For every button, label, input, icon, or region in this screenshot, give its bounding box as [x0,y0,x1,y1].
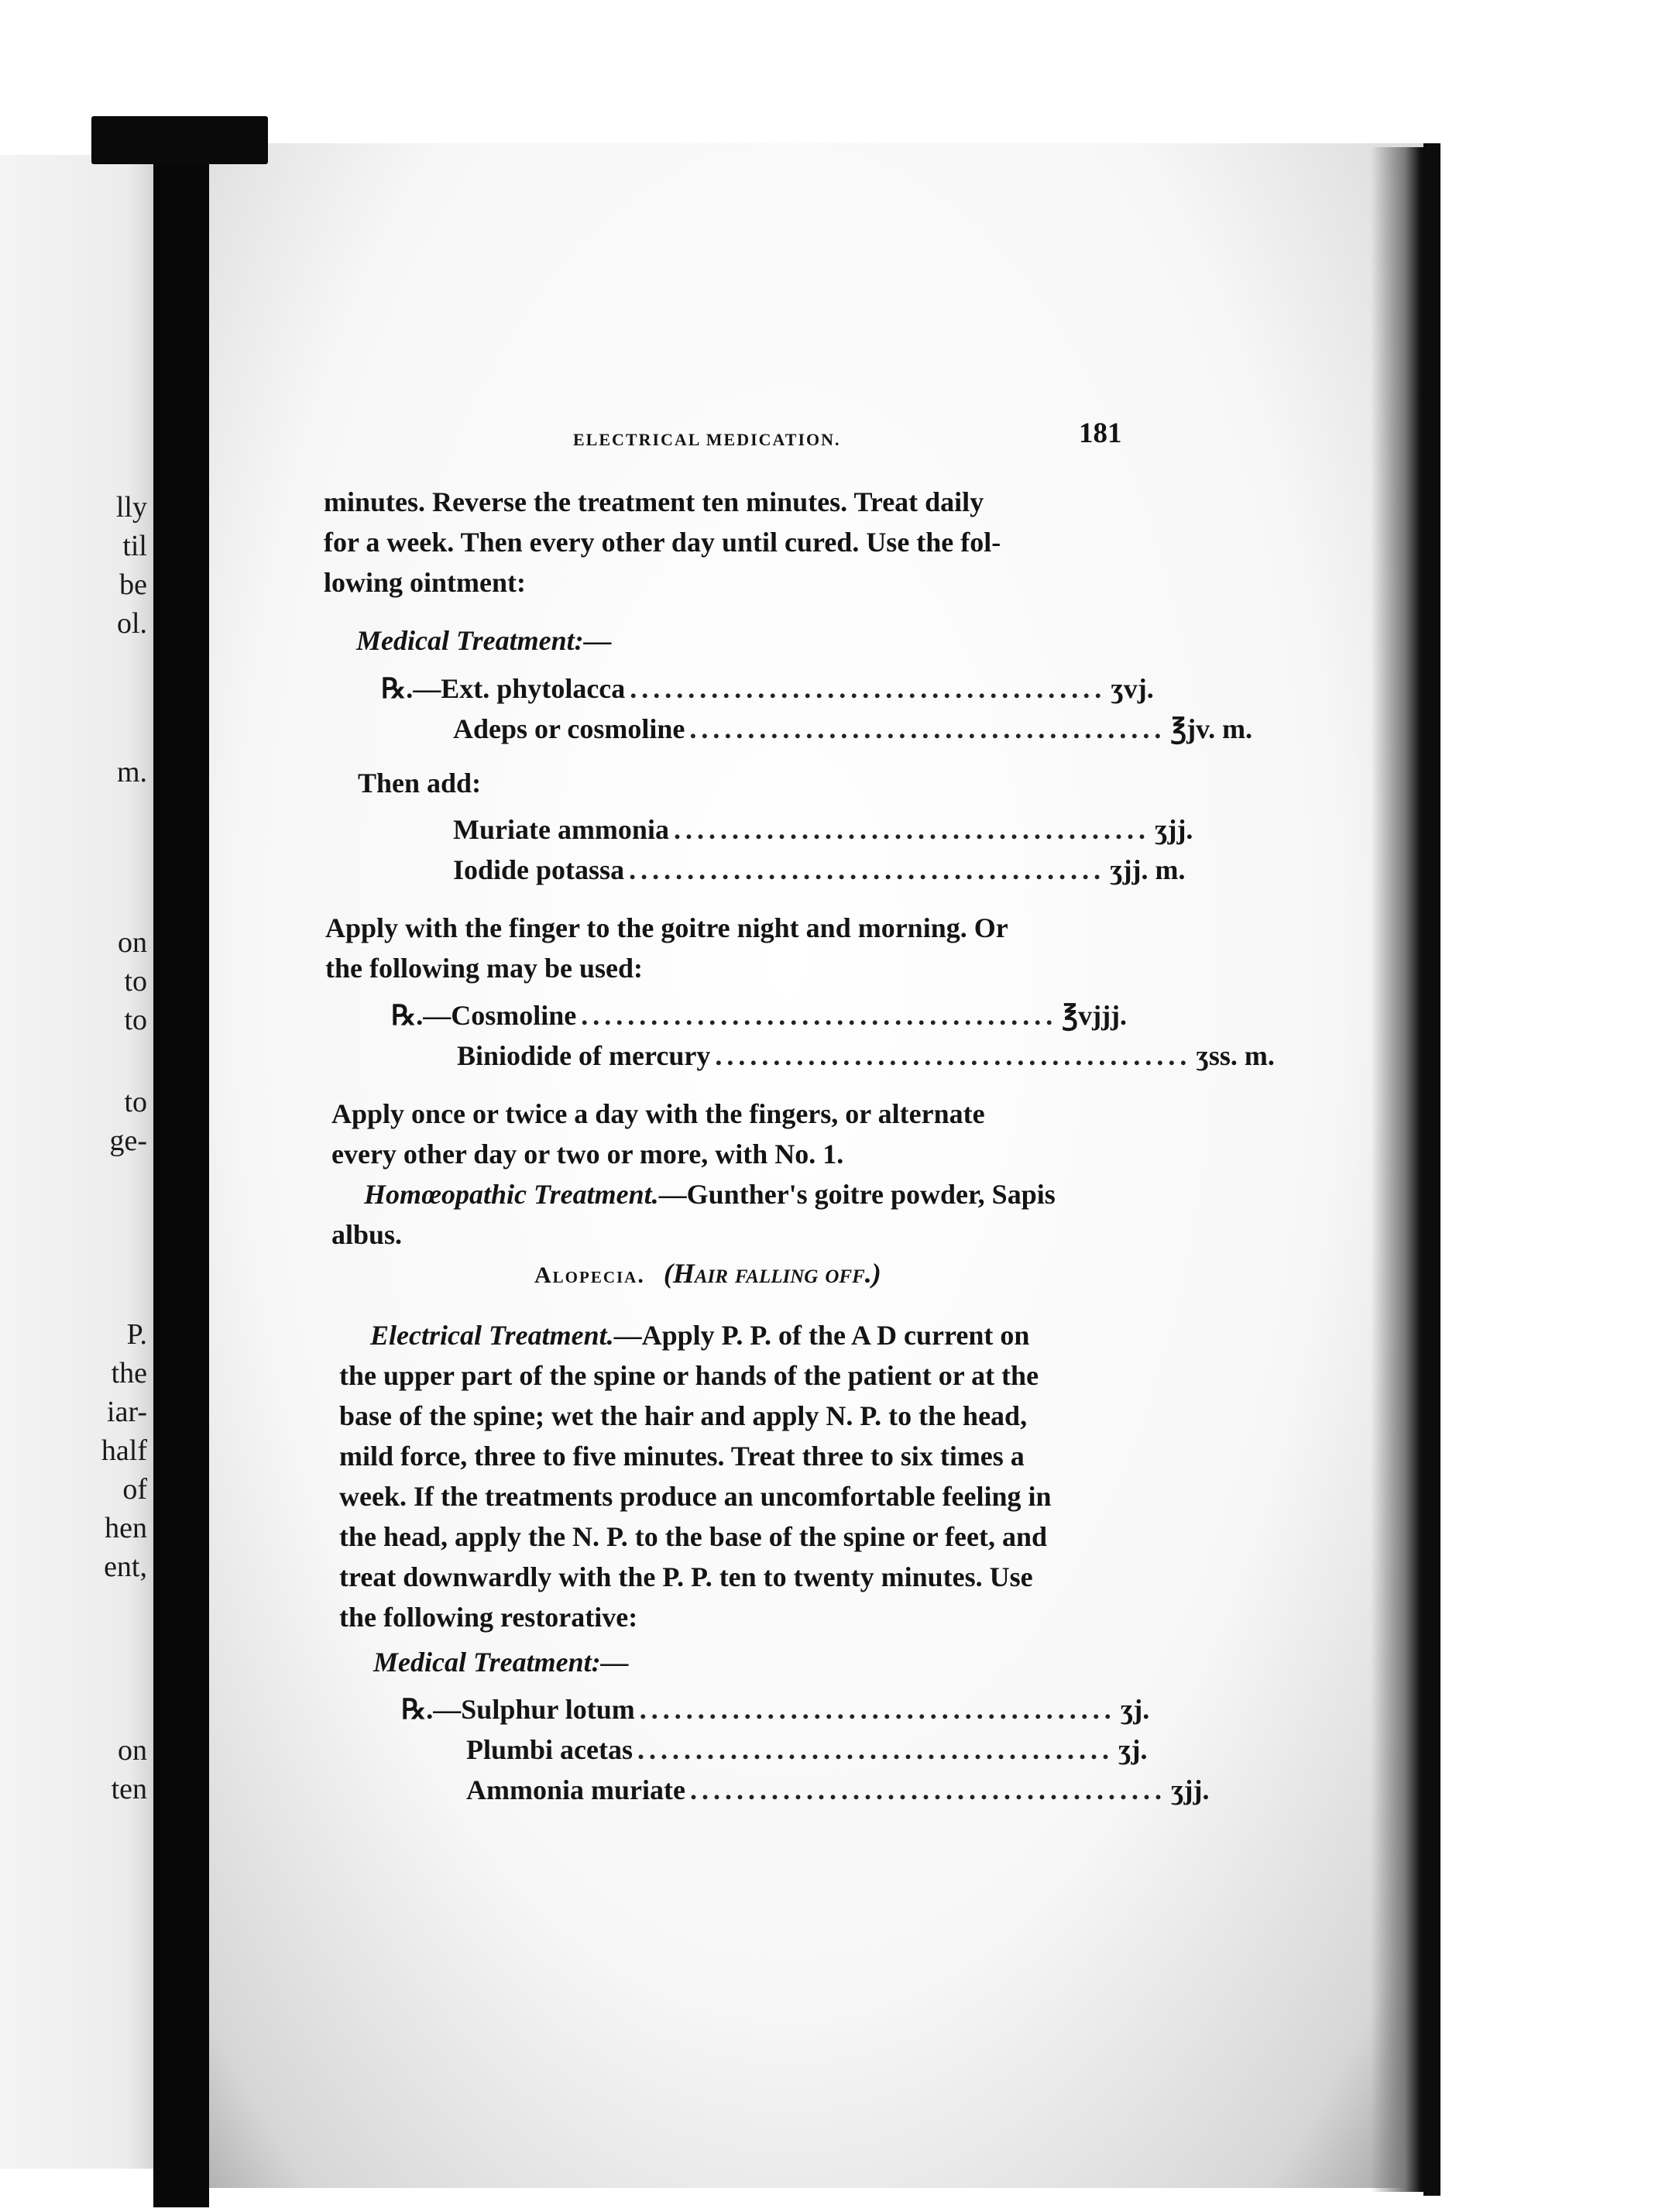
paragraph [339,1315,1152,1637]
homoeopathic-label: Homœopathic Treatment. [364,1179,659,1210]
text-line: every other day or two or more, with No. 1. [331,1139,844,1170]
prescription-line: Adeps or cosmoline ......................................... ℥jv. m. [453,713,1253,744]
text-line: Apply once or twice a day with the fingers, or alternate [331,1098,985,1129]
text-line: treat downwardly with the P. P. ten to twenty minutes. Use [339,1561,1033,1592]
running-head: ELECTRICAL MEDICATION. [573,430,841,449]
prescription-line: ℞.— Ext. phytolacca ......................................... ʒvj. [381,673,1154,704]
left-fragment: on to to [118,926,147,1036]
left-fragment: on ten [111,1734,147,1805]
prescription-line: Biniodide of mercury ......................................... ʒss. m. [457,1040,1275,1071]
prescription-line: Ammonia muriate ......................................... ʒjj. [466,1774,1210,1805]
prescription-line: Iodide potassa ......................................... ʒjj. m. [453,854,1186,885]
electrical-label: Electrical Treatment. [370,1320,614,1351]
prescription-line: Muriate ammonia ......................................... ʒjj. [453,814,1193,845]
text-line: lowing ointment: [324,567,526,598]
text-line: minutes. Reverse the treatment ten minutes. Treat daily [324,486,984,517]
section-heading: Medical Treatment:— [373,1647,629,1678]
left-fragment: m. [116,756,147,788]
paragraph [331,1094,1145,1255]
left-fragment: to ge- [109,1086,147,1157]
left-fragment: lly til be ol. [115,491,147,640]
text-line: the following restorative: [339,1602,638,1633]
prescription-line: ℞.— Sulphur lotum ......................................... ʒj. [401,1694,1150,1725]
text-line: base of the spine; wet the hair and apply N. P. to the head, [339,1400,1028,1431]
section-heading: Medical Treatment:— [356,625,612,656]
text-line: albus. [331,1219,403,1250]
text-line: the following may be used: [325,953,644,984]
page-number: 181 [1079,417,1122,449]
text-line: week. If the treatments produce an uncomfortable feeling in [339,1481,1052,1512]
text-line: the head, apply the N. P. to the base of the spine or feet, and [339,1521,1048,1552]
section-title: Alopecia. (Hair falling off.) [534,1258,881,1289]
paragraph [324,482,1137,603]
text-line: for a week. Then every other day until cured. Use the fol- [324,527,1001,558]
homoeopathic-text: —Gunther's goitre powder, Sapis [658,1179,1056,1210]
then-add: Then add: [358,768,482,799]
text-line: Electrical Treatment.—Apply P. P. of the A D current on [370,1320,1030,1351]
text-line: Apply with the finger to the goitre night and morning. Or [325,912,1008,943]
paragraph [325,908,1138,988]
text-line: the upper part of the spine or hands of the patient or at the [339,1360,1039,1391]
text-line: mild force, three to five minutes. Treat three to six times a [339,1441,1025,1472]
prescription-line: Plumbi acetas ......................................... ʒj. [466,1734,1148,1765]
left-fragment: P. the iar- half of hen ent, [101,1318,147,1583]
section-subtitle: (Hair falling off.) [663,1258,881,1289]
text-line [331,1174,1145,1214]
prescription-line: ℞.— Cosmoline ......................................... ℥vjjj. [391,1000,1128,1031]
